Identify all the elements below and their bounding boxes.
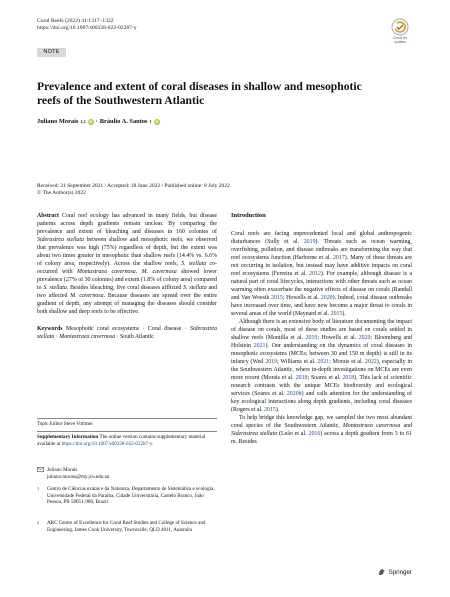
affiliation-text: Centro de Ciências exatas e da Natureza, Departamento de Sistemática e ecologia, Universidade Federal da Paraíba, Cidade Universitária, Castelo Branco, João Pessoa, PB 58051-900, Brazil [47, 486, 215, 506]
divider [37, 431, 217, 432]
contact-name: Juliano Morais [47, 467, 78, 473]
corresponding-author [37, 467, 215, 480]
citation-link[interactable]: 2015 [264, 407, 276, 413]
intro-paragraph: Coral reefs are facing unprecedented local and global anthropogenic disturbances (Sully et al. 2019). Threats such as ocean warming, overfishing, pollution, and disease outbreaks are transforming the way that reef ecosystems function (Harborne et al. 2017). Many of these threats are not occurring in isolation, but instead may have additive impacts on coral reef ecosystems (Ferreira et al. 2012). For example, although disease is a natural part of coral lifecycles, interactions with other threats such as ocean warming often exacerbate the negative effects of disease on corals (Randall and Van Woesik 2015; Howells et al. 2020). Indeed, coral disease outbreaks have increased over time, and have now become a major threat to corals in several areas of the world (Maynard et al. 2015). [231, 231, 412, 317]
journal-header [37, 18, 137, 33]
keywords: Keywords Mesophotic coral ecosystems · Coral disease · Siderastrea stellata · Montastraea cavernosa · South Atlantic [37, 326, 217, 340]
journal-citation: Coral Reefs (2022) 41:1317–1322 [37, 18, 114, 24]
affiliation-number: 1 [37, 486, 40, 491]
affiliation-text: ARC Centre of Excellence for Coral Reef Studies and College of Science and Engineering, James Cook University, Townsville, QLD 4811, Australia [47, 520, 206, 533]
citation-link[interactable]: 2015 [271, 295, 283, 301]
orcid-icon[interactable]: iD [88, 118, 93, 124]
publisher-name: Springer [388, 568, 412, 576]
keywords-label: Keywords [37, 326, 63, 332]
author-affiliation-sup: 1,2 [80, 119, 86, 124]
author-name[interactable]: Bráulio A. Santos [99, 118, 148, 125]
citation-link[interactable]: 2021 [317, 359, 330, 365]
affiliation-number: 2 [37, 520, 40, 525]
article-type-label: NOTE [37, 48, 66, 57]
citation-link[interactable]: 2018 [342, 375, 355, 381]
author-name[interactable]: Juliano Morais [37, 118, 79, 125]
citation-link[interactable]: 2018 [295, 375, 308, 381]
introduction-heading: Introduction [231, 212, 266, 219]
author-list [37, 118, 160, 125]
doi-link[interactable]: https://doi.org/10.1007/s00338-022-02287-y [37, 25, 137, 32]
citation-link[interactable]: 2015 [330, 311, 343, 317]
right-column [231, 212, 412, 446]
article-title: Prevalence and extent of coral diseases in shallow and mesophotic reefs of the Southwestern Atlantic [37, 80, 362, 107]
abstract-label: Abstract [37, 213, 59, 219]
left-column [37, 212, 217, 341]
contact-email[interactable]: juliano.morais@my.jcu.edu.au [47, 473, 110, 480]
dates-line: Received: 21 September 2021 / Accepted: 18 June 2022 / Published online: 8 July 2022 [37, 183, 230, 189]
envelope-icon [37, 467, 44, 475]
citation-link[interactable]: 2012 [309, 271, 321, 277]
citation-link[interactable]: 2020b [286, 391, 302, 397]
supplementary-info: Supplementary Information The online version contains supplementary material available at https://doi.org/10.1007/s00338-022-02287-y. [37, 434, 206, 447]
intro-paragraph: Although there is an extensive body of literature documenting the impact of disease on corals, most of these studies are based on corals settled in shallow reefs (Montilla et al. 2019; Howells et al. 2020; Bloomberg and Holstein 2021). Our understanding on the dynamics of coral diseases in mesophotic ecosystems (MCEs; between 30 and 150 m depth) is still in its infancy (Weil 2019; Williams et al. 2021; Morais et al. 2022), especially in the Southwestern Atlantic, where in-depth investigations on MCEs are even more recent (Morais et al. 2018; Soares et al. 2018). This lack of scientific research contrasts with the unique MCEs biodiversity and ecological services (Soares et al. 2020b) and calls attention for the understanding of key ecological interactions along depth gradients, including coral diseases (Rogers et al. 2015). [231, 319, 413, 413]
publication-dates [37, 183, 230, 197]
citation-link[interactable]: 2016 [308, 431, 321, 437]
intro-paragraph: To help bridge this knowledge gap, we sampled the two most abundant coral species of the Southwestern Atlantic, Montastraea cavernosa and Siderastrea stellata (Leão et al. 2016) across a depth gradient from 3 to 61 m. Besides [231, 415, 412, 445]
author-affiliation-sup: 1 [149, 119, 152, 124]
check-for-updates-badge[interactable] [388, 17, 412, 47]
supplementary-label: Supplementary Information [37, 434, 99, 440]
publisher-logo [378, 568, 412, 576]
citation-link[interactable]: 2019 [305, 335, 318, 341]
supplementary-link[interactable]: https://doi.org/10.1007/s00338-022-02287-y [61, 440, 153, 447]
copyright-line: © The Author(s) 2022 [37, 190, 86, 197]
citation-link[interactable]: 2017 [332, 255, 345, 261]
springer-horse-icon [378, 568, 386, 576]
orcid-icon[interactable]: iD [154, 118, 159, 124]
citation-link[interactable]: 2019 [265, 359, 278, 365]
divider [37, 418, 217, 419]
citation-link[interactable]: 2020 [320, 295, 333, 301]
affiliation [37, 486, 215, 506]
citation-link[interactable]: 2019 [303, 239, 316, 245]
abstract: Abstract Coral reef ecology has advanced in many fields, but disease patterns across depth gradients remain unclear. By comparing the prevalence and extent of bleaching and diseases in 160 colonies of Siderastrea stellata between shallow and mesophotic reefs, we observed that prevalence was high (75%) regardless of depth, but the extent was about two times greater in mesophotic than shallow reefs (14.4% vs. 6.6% of colony area, respectively). Across the shallow reefs, S. stellata co-occurred with Montastraea cavernosa. M. cavernosa showed lower prevalence (27% of 30 colonies) and extent (1.8% of colony area) compared to S. stellata. Besides bleaching, five coral diseases afflicted S. stellata and two affected M. cavernosa. Because diseases are spread over the entire gradient of depth, any attempt of managing the diseases should consider both shallow and deep reefs to be effective. [37, 213, 218, 315]
topic-editor: Topic Editor Steve Vollmer [37, 421, 93, 427]
citation-link[interactable]: 2022 [364, 359, 377, 365]
citation-link[interactable]: 2021 [253, 343, 266, 349]
affiliation [37, 520, 215, 533]
citation-link[interactable]: 2020 [358, 335, 371, 341]
author-separator: · [95, 118, 98, 125]
badge-label: Check for updates [392, 36, 408, 44]
